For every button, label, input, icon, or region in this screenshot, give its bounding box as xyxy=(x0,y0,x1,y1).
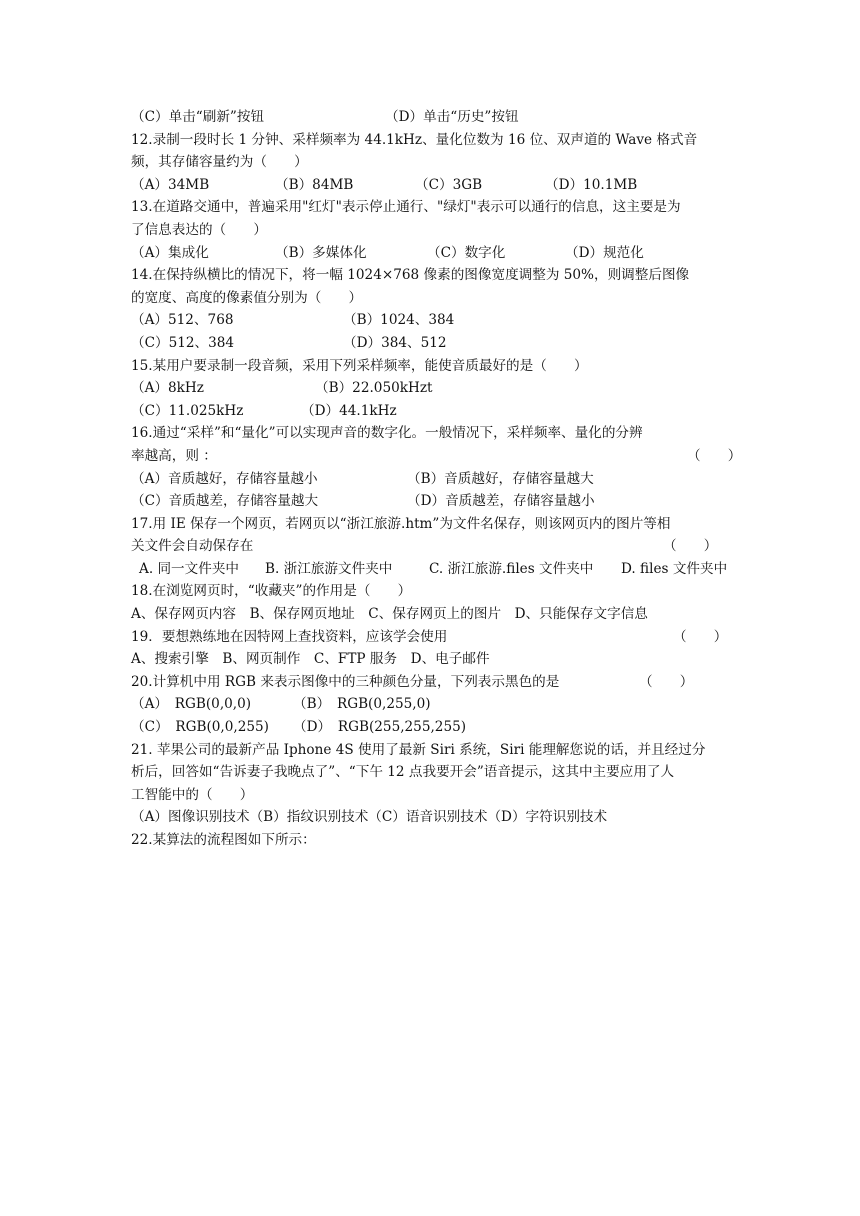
q20-options-row1 xyxy=(131,693,731,716)
q11-option-c: （C）单击“刷新”按钮 xyxy=(131,109,265,125)
q17-option-c: C. 浙江旅游.files 文件夹中 xyxy=(429,560,594,577)
q16-stem-text1: 16.通过“采样”和“量化”可以实现声音的数字化。一般情况下，采样频率、量化的分辨 xyxy=(131,425,643,442)
question-list xyxy=(131,106,742,852)
q16-stem-line1 xyxy=(131,422,731,445)
q21-stem-line2 xyxy=(131,761,731,784)
q12-option-d: （D）10.1MB xyxy=(545,176,638,193)
q13-stem-line1 xyxy=(131,196,731,219)
q20-stem-line xyxy=(131,671,731,694)
q17-option-a: A. 同一文件夹中 xyxy=(139,560,240,577)
q19-stem-line xyxy=(131,626,731,649)
q14-option-d: （D）384、512 xyxy=(343,334,447,351)
q20-option-b: （B） RGB(0,255,0) xyxy=(293,696,431,713)
q15-option-a: （A）8kHz xyxy=(131,380,204,397)
q17-stem-text1: 17.用 IE 保存一个网页，若网页以“浙江旅游.htm”为文件名保存，则该网页内的图片等相 xyxy=(131,515,671,532)
q13-option-d: （D）规范化 xyxy=(565,244,644,261)
q19-stem-text: 19．要想熟练地在因特网上查找资料，应该学会使用 xyxy=(131,628,448,645)
q20-option-a: （A） RGB(0,0,0) xyxy=(131,696,252,713)
q21-stem-line3 xyxy=(131,784,731,807)
q22-stem-line xyxy=(131,829,731,852)
q20-option-d: （D） RGB(255,255,255) xyxy=(293,719,467,736)
q18-options-text: A、保存网页内容 B、保存网页地址 C、保存网页上的图片 D、只能保存文字信息 xyxy=(131,606,648,623)
q16-stem-line2 xyxy=(131,445,742,468)
q20-options-row2 xyxy=(131,716,731,739)
q19-answer-bracket: （ ） xyxy=(673,628,728,645)
q17-stem-line2 xyxy=(131,535,731,558)
q15-option-b: （B）22.050kHzt xyxy=(315,380,433,397)
q13-stem-text1: 13.在道路交通中，普遍采用"红灯"表示停止通行、"绿灯"表示可以通行的信息，这主要是为 xyxy=(131,199,681,216)
q14-stem-line1 xyxy=(131,264,731,287)
q13-option-a: （A）集成化 xyxy=(131,244,209,261)
q15-stem-text: 15.某用户要录制一段音频，采用下列采样频率，能使音质最好的是（ ） xyxy=(131,357,588,374)
q21-options-row xyxy=(131,806,731,829)
q21-stem-line1 xyxy=(131,739,731,762)
q12-stem-line1 xyxy=(131,129,731,152)
q17-stem-line1 xyxy=(131,513,731,536)
q11-option-d: （D）单击“历史”按钮 xyxy=(385,109,519,125)
q19-options-text: A、搜索引擎 B、网页制作 C、FTP 服务 D、电子邮件 xyxy=(131,651,490,668)
q21-stem-text2: 析后，回答如“告诉妻子我晚点了”、“下午 12 点我要开会”语音提示，这其中主要应用了人 xyxy=(131,764,675,781)
q13-options-row xyxy=(131,242,731,265)
q21-options-text: （A）图像识别技术（B）指纹识别技术（C）语音识别技术（D）字符识别技术 xyxy=(131,809,608,826)
q12-option-a: （A）34MB xyxy=(131,176,210,193)
q15-options-row1 xyxy=(131,377,731,400)
q15-options-row2 xyxy=(131,400,731,423)
q16-option-d: （D）音质越差，存储容量越小 xyxy=(407,493,595,510)
q12-option-b: （B）84MB xyxy=(275,176,354,193)
q16-option-c: （C）音质越差，存储容量越大 xyxy=(131,493,319,510)
q13-stem-text2: 了信息表达的（ ） xyxy=(131,221,267,238)
q14-stem-text2: 的宽度、高度的像素值分别为（ ） xyxy=(131,289,363,306)
q12-stem-text1: 12.录制一段时长 1 分钟、采样频率为 44.1kHz、量化位数为 16 位、双声道的 Wave 格式音 xyxy=(131,131,698,148)
q14-options-row2 xyxy=(131,332,731,355)
q15-stem-line xyxy=(131,355,731,378)
q17-answer-bracket: （ ） xyxy=(663,538,718,555)
q16-answer-bracket: （ ） xyxy=(687,447,742,464)
q22-stem-text: 22.某算法的流程图如下所示： xyxy=(131,832,316,848)
q12-stem-line2 xyxy=(131,151,731,174)
q18-options-row xyxy=(131,603,731,626)
q11-options-row xyxy=(131,106,731,129)
q16-option-b: （B）音质越好，存储容量越大 xyxy=(407,470,594,487)
q16-option-a: （A）音质越好，存储容量越小 xyxy=(131,470,318,487)
q14-option-a: （A）512、768 xyxy=(131,312,234,329)
q17-option-d: D. files 文件夹中 xyxy=(621,560,728,577)
q17-stem-text2: 关文件会自动保存在 xyxy=(131,538,254,555)
q16-options-row1 xyxy=(131,468,731,491)
q13-option-b: （B）多媒体化 xyxy=(275,244,367,261)
q19-options-row xyxy=(131,648,731,671)
q14-stem-text1: 14.在保持纵横比的情况下，将一幅 1024×768 像素的图像宽度调整为 50%，则调整后图像 xyxy=(131,267,690,284)
q12-options-row xyxy=(131,174,731,197)
q14-option-b: （B）1024、384 xyxy=(343,312,455,329)
q14-option-c: （C）512、384 xyxy=(131,334,235,351)
q20-option-c: （C） RGB(0,0,255) xyxy=(131,719,269,736)
q14-stem-line2 xyxy=(131,287,731,310)
q18-stem-text: 18.在浏览网页时，“收藏夹”的作用是（ ） xyxy=(131,583,412,600)
q21-stem-text3: 工智能中的（ ） xyxy=(131,786,254,803)
q13-stem-line2 xyxy=(131,219,731,242)
q17-options-row xyxy=(131,558,731,581)
q18-stem-line xyxy=(131,580,731,603)
q13-option-c: （C）数字化 xyxy=(427,244,506,261)
q12-option-c: （C）3GB xyxy=(415,176,483,193)
q12-stem-text2: 频，其存储容量约为（ ） xyxy=(131,154,308,171)
q15-option-d: （D）44.1kHz xyxy=(301,402,397,419)
q17-option-b: B. 浙江旅游文件夹中 xyxy=(265,560,393,577)
q20-answer-bracket: （ ） xyxy=(639,673,694,690)
q14-options-row1 xyxy=(131,309,731,332)
q21-stem-text1: 21. 苹果公司的最新产品 Iphone 4S 使用了最新 Siri 系统，Siri 能理解您说的话，并且经过分 xyxy=(131,741,706,758)
q16-options-row2 xyxy=(131,490,731,513)
q20-stem-text: 20.计算机中用 RGB 来表示图像中的三种颜色分量，下列表示黑色的是 xyxy=(131,673,560,690)
q15-option-c: （C）11.025kHz xyxy=(131,402,244,419)
q16-stem-text2: 率越高，则 ： xyxy=(131,447,217,464)
